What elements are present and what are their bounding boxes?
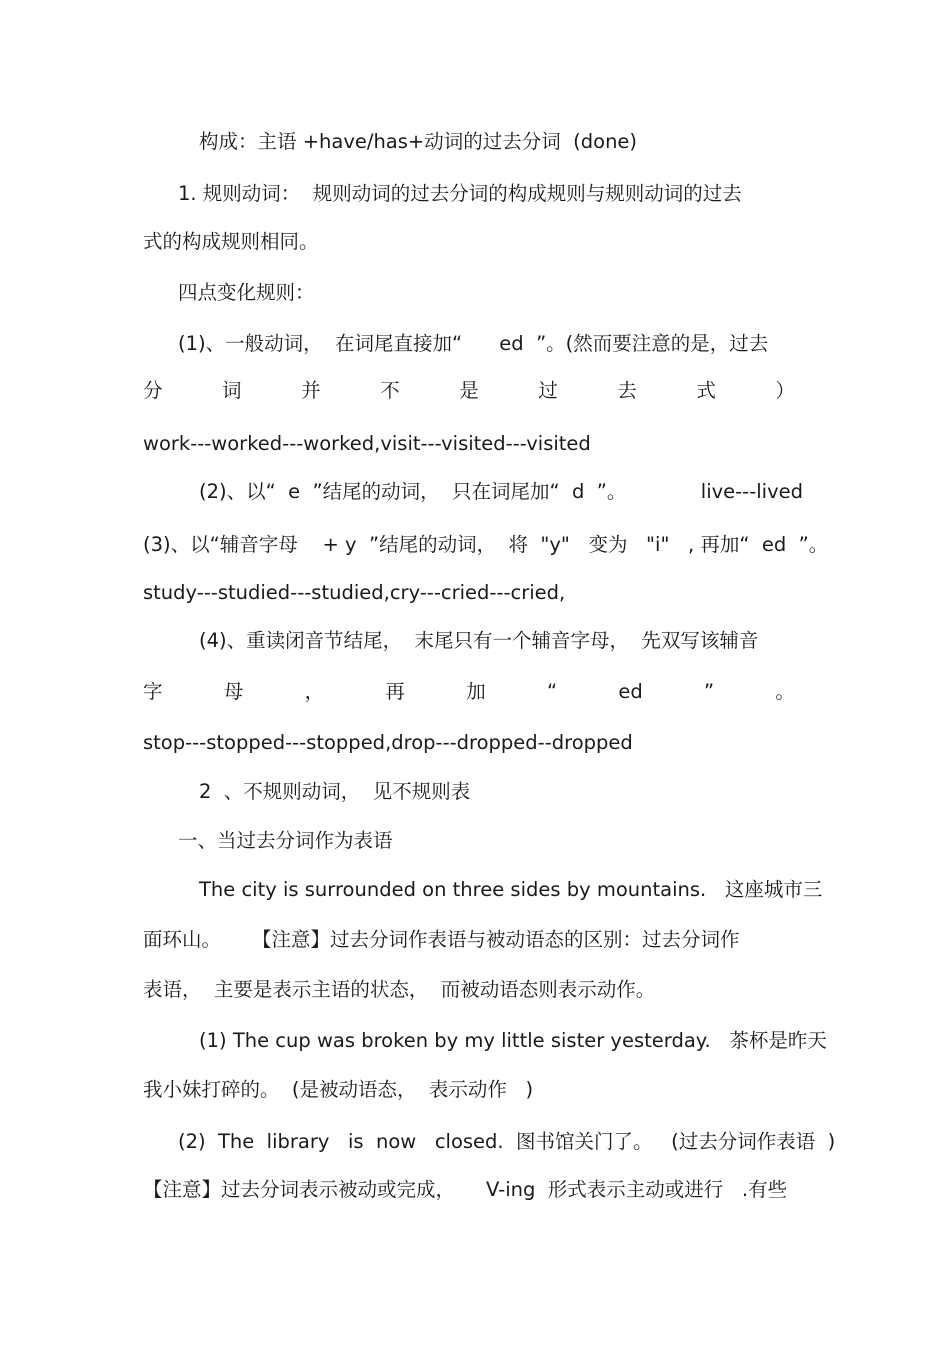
spread-char: ， [304,680,325,703]
text-line-9: (3)、以“辅音字母 + y ”结尾的动词， 将 "y" 变为 "i" , 再加“ ed ”。 [143,533,829,556]
spread-char: 不 [380,379,400,402]
spread-char: 词 [222,379,242,402]
spread-char: 加 [466,680,486,703]
spread-char: 字 [143,680,163,703]
text-line-5: (1)、一般动词， 在词尾直接加“ ed ”。(然而要注意的是，过去 [178,332,769,355]
text-line-10: study---studied---studied,cry---cried---cried, [143,581,566,604]
spread-char: ） [775,379,795,402]
text-line-15: 一、当过去分词作为表语 [178,829,393,852]
text-line-13: stop---stopped---stopped,drop---dropped--dropped [143,731,633,754]
spread-char: ” [704,680,715,703]
spread-char: “ [546,680,558,703]
spread-char: 去 [617,379,637,402]
spread-char: 式 [696,379,716,402]
spread-char: 是 [459,379,479,402]
text-line-3: 式的构成规则相同。 [143,230,319,253]
spread-char: 再 [385,680,405,703]
text-line-14: 2 、不规则动词， 见不规则表 [199,780,471,803]
text-line-16: The city is surrounded on three sides by mountains. 这座城市三 [199,878,823,901]
text-line-17: 面环山。 【注意】过去分词作表语与被动语态的区别：过去分词作 [143,928,740,951]
text-line-20: 我小妹打碎的。 (是被动语态， 表示动作 ) [143,1078,534,1101]
text-line-22: 【注意】过去分词表示被动或完成， V-ing 形式表示主动或进行 .有些 [143,1178,788,1201]
text-line-7: work---worked---worked,visit---visited---visited [143,432,591,455]
text-line-21: (2) The library is now closed. 图书馆关门了。 (过去分词作表语 ) [178,1130,836,1153]
text-line-4: 四点变化规则： [178,281,315,304]
spread-char: 并 [301,379,321,402]
text-line-2: 1. 规则动词： 规则动词的过去分词的构成规则与规则动词的过去 [178,182,742,205]
spread-char: 母 [223,680,244,703]
text-line-19: (1) The cup was broken by my little sister yesterday. 茶杯是昨天 [199,1029,827,1052]
text-line-8: (2)、以“ e ”结尾的动词， 只在词尾加“ d ”。 live---lived [199,480,804,503]
spread-char: 过 [538,379,558,402]
text-line-12-spread [143,679,795,705]
text-line-18: 表语， 主要是表示主语的状态， 而被动语态则表示动作。 [143,978,656,1001]
spread-char: 。 [775,680,795,703]
spread-char: ed [618,680,643,703]
text-line-6-spread [143,378,795,404]
spread-char: 分 [143,379,163,402]
text-line-11: (4)、重读闭音节结尾， 末尾只有一个辅音字母， 先双写该辅音 [199,629,759,652]
text-line-1: 构成：主语 +have/has+动词的过去分词 (done) [199,130,638,153]
